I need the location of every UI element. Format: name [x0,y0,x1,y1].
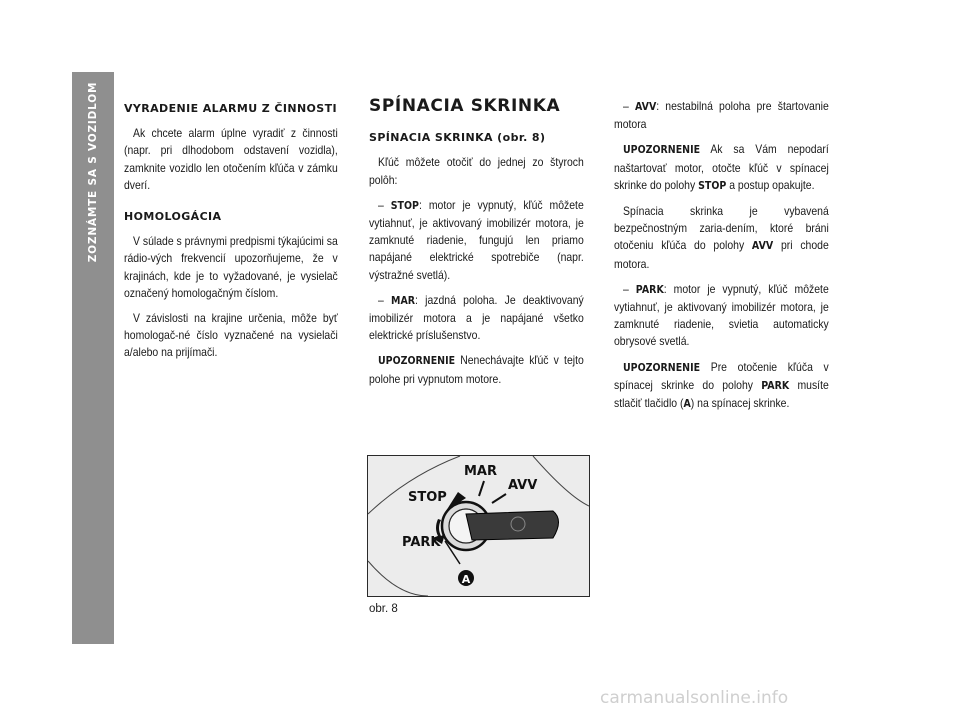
keyword-stop: STOP [390,199,419,212]
paragraph-homologation-1: V súlade s právnymi predpismi týkajúcimi sa rádio-vých frekvencií upozorňujeme, že v krajinách, kde je to vyžadované, je vysielač označený homologačným číslom. [124,235,338,300]
safety-text: Spínacia skrinka je vybavená bezpečnostným zaria-dením, ktoré bráni otočeniu kľúča do polohy [614,205,829,253]
warning-text: Ak sa Vám nepodarí naštartovať motor, otočte kľúč v spínacej skrinke do polohy [614,143,829,192]
label-avv: AVV [508,478,538,493]
heading-homologation: HOMOLOGÁCIA [124,210,222,224]
section-title-text: ZOZNÁMTE SA S VOZIDLOM [87,81,99,263]
dash: – [378,293,384,307]
paragraph-avv-position [614,98,829,133]
park-text: : motor je vypnutý, kľúč môžete vytiahnuť, je aktivovaný imobilizér motora, je zamknuté riadenie, svietia automaticky obrysové svetlá. [614,282,829,349]
avv-text: : nestabilná poloha pre štartovanie motora [614,100,829,132]
ignition-switch-illustration [368,456,589,596]
keyword-warning: UPOZORNENIE [378,355,456,368]
mar-text: : jazdná poloha. Je deaktivovaný imobilizér motora a je napájané všetko elektrické príslušenstvo. [369,293,584,343]
paragraph-key-positions: Kľúč môžete otočiť do jednej zo štyroch polôh: [369,156,584,187]
keyword-warning: UPOZORNENIE [623,361,701,374]
warning-text-end: a postup opakujte. [726,178,815,192]
label-stop: STOP [408,490,447,505]
stop-text: : motor je vypnutý, kľúč môžete vytiahnuť, je aktivovaný imobilizér motora, je zamknuté riadenie, fungujú len priamo napájané elektrické spotrebiče (napr. výstražné svetlá). [369,198,584,282]
keyword-avv: AVV [634,101,657,113]
paragraph-park-position [614,281,829,351]
dash: – [623,100,629,113]
subheading-ignition: SPÍNACIA SKRINKA (obr. 8) [369,131,546,145]
warning-text: Pre otočenie kľúča v spínacej skrinke do polohy [614,360,829,392]
label-park: PARK [402,535,441,550]
label-mar: MAR [464,464,498,479]
warning-text-end: ) na spínacej skrinke. [690,397,790,411]
paragraph-alarm-disable: Ak chcete alarm úplne vyradiť z činnosti (napr. pri dlhodobom odstavení vozidla), zamknite vozidlo len otočením kľúča v zámku dverí. [124,127,338,192]
safety-text-end: pri chode motora. [614,239,829,271]
warning-paragraph-start [614,141,829,195]
warning-text-mid: musíte stlačiť tlačidlo ( [614,378,829,411]
button-a-label: A [461,573,471,586]
keyword-park: PARK [635,283,664,296]
section-title [72,72,114,272]
warning-paragraph [369,352,584,387]
warning-text: Nenechávajte kľúč v tejto polohe pri vypnutom motore. [369,354,584,386]
keyword-avv: AVV [751,240,774,253]
keyword-park: PARK [761,379,790,392]
paragraph-homologation-2: V závislosti na krajine určenia, môže byť homologač-né číslo vyznačené na vysielači a/alebo na prijímači. [124,312,338,360]
figure-caption: obr. 8 [369,603,398,615]
section-heading-ignition: SPÍNACIA SKRINKA [369,96,561,116]
paragraph-safety-device [614,203,829,273]
dash: – [378,198,384,212]
keyword-stop: STOP [698,179,727,192]
warning-paragraph-park [614,359,829,414]
section-sidebar [72,72,114,688]
ignition-switch-figure [367,455,590,597]
keyword-warning: UPOZORNENIE [623,144,701,157]
watermark: carmanualsonline.info [600,688,789,708]
dash: – [623,282,629,296]
column-middle [369,98,584,396]
page-number: 14 [81,668,105,688]
paragraph-stop-position [369,197,584,284]
paragraph-mar-position [369,292,584,345]
heading-alarm-disable: VYRADENIE ALARMU Z ČINNOSTI [124,102,338,115]
keyword-mar: MAR [391,294,416,307]
keyword-button-a: A [683,398,691,411]
column-left [124,98,338,370]
column-right [614,98,829,421]
